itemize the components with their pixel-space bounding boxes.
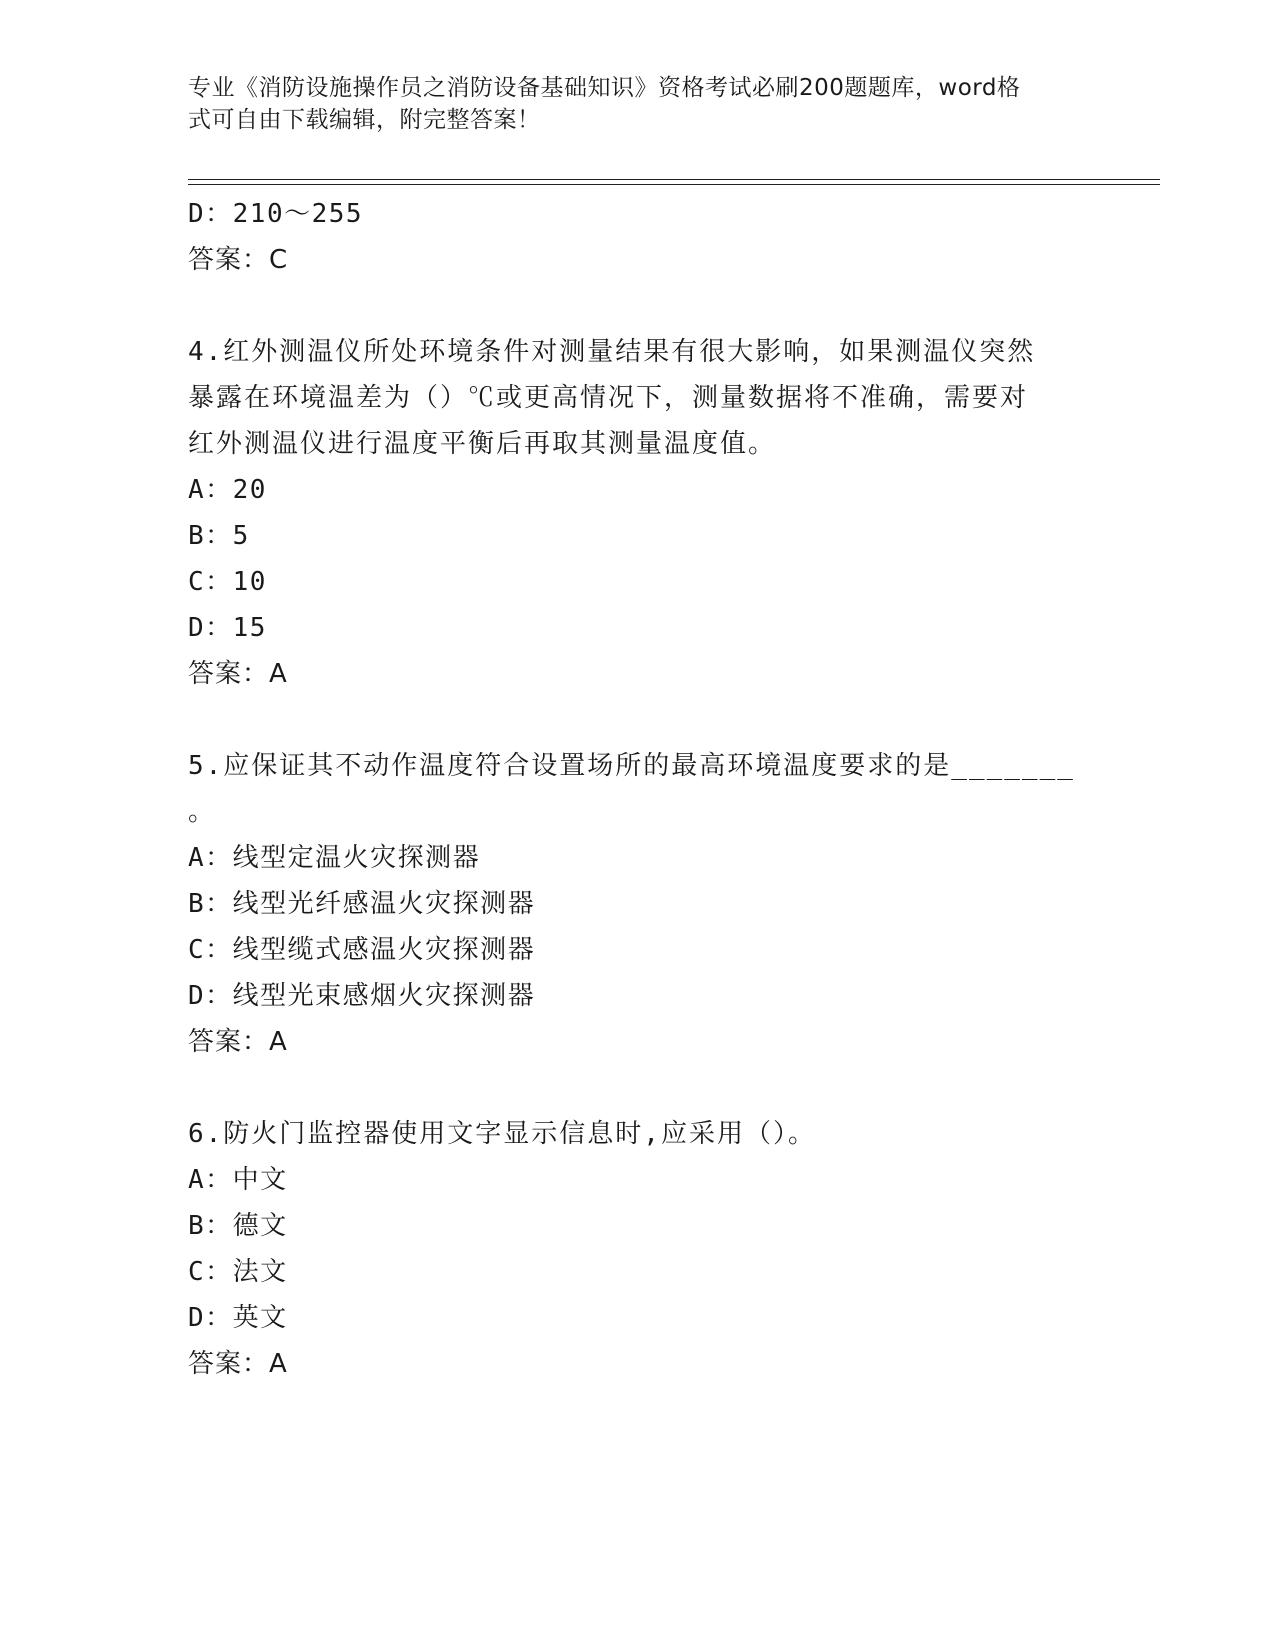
option-c: C：10 (188, 567, 267, 597)
question-5 (188, 743, 1088, 1065)
option-a: A：20 (188, 475, 267, 505)
spacer (188, 1065, 1088, 1111)
option-a: A：中文 (188, 1165, 288, 1195)
question-4 (188, 329, 1088, 697)
option-d: D：英文 (188, 1303, 288, 1333)
option-d: D：210～255 (188, 199, 364, 229)
option-b: B：线型光纤感温火灾探测器 (188, 889, 536, 919)
header-divider-bottom (188, 184, 1160, 185)
answer-line: 答案：A (188, 1349, 288, 1379)
answer-line: 答案：A (188, 1027, 288, 1057)
question-stem: 。 (188, 797, 217, 827)
option-b: B：德文 (188, 1211, 288, 1241)
header-title-line-2: 式可自由下载编辑，附完整答案！ (188, 107, 541, 133)
option-b: B：5 (188, 521, 250, 551)
option-c: C：线型缆式感温火灾探测器 (188, 935, 536, 965)
answer-line: 答案：A (188, 659, 288, 689)
option-d: D：15 (188, 613, 267, 643)
question-stem: 暴露在环境温差为（）℃或更高情况下，测量数据将不准确，需要对 (188, 383, 1029, 413)
question-stem: 红外测温仪进行温度平衡后再取其测量温度值。 (188, 429, 777, 459)
spacer (188, 697, 1088, 743)
option-a: A：线型定温火灾探测器 (188, 843, 481, 873)
question-stem: 6.防火门监控器使用文字显示信息时,应采用（）。 (188, 1119, 816, 1149)
answer-line: 答案：C (188, 245, 289, 275)
question-stem: 5.应保证其不动作温度符合设置场所的最高环境温度要求的是_______ (188, 751, 1075, 781)
option-c: C：法文 (188, 1257, 288, 1287)
spacer (188, 283, 1088, 329)
question-list (188, 191, 1088, 1387)
option-d: D：线型光束感烟火灾探测器 (188, 981, 536, 1011)
document-header (188, 72, 1088, 136)
header-divider-top (188, 179, 1160, 180)
header-title-line-1: 专业《消防设施操作员之消防设备基础知识》资格考试必刷200题题库，word格 (188, 75, 1021, 101)
prev-question-tail (188, 191, 1088, 283)
question-6 (188, 1111, 1088, 1387)
question-stem: 4.红外测温仪所处环境条件对测量结果有很大影响，如果测温仪突然 (188, 337, 1036, 367)
